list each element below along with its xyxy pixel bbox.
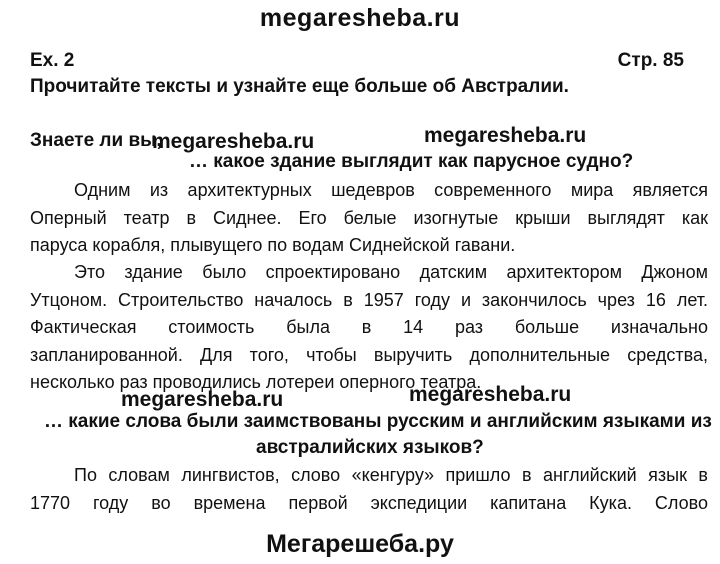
q1-p1-line-1: Одним из архитектурных шедевров современного мира является bbox=[74, 180, 708, 200]
q1-p2-line-4: запланированной. Для того, чтобы выручить дополнительные средства, bbox=[30, 344, 708, 365]
q1-p2-line-1: Это здание было спроектировано датским архитектором Джоном bbox=[74, 262, 708, 282]
question-2-title-line-2: австралийских языков? bbox=[256, 437, 484, 458]
q1-p2-line-5: несколько раз проводились лотереи оперного театра. bbox=[30, 372, 482, 392]
task-instruction: Прочитайте тексты и узнайте еще больше об Австралии. bbox=[30, 76, 569, 97]
q2-paragraph-1 bbox=[30, 462, 708, 517]
watermark-inline-4: megaresheba.ru bbox=[409, 383, 572, 406]
watermark-inline-3: megaresheba.ru bbox=[121, 388, 284, 411]
q1-paragraph-2 bbox=[30, 259, 708, 397]
page-number: Стр. 85 bbox=[617, 50, 684, 71]
watermark-inline-1: megaresheba.ru bbox=[152, 130, 315, 153]
q2-p1-line-1: По словам лингвистов, слово «кенгуру» пришло в английский язык в bbox=[74, 465, 708, 485]
question-2-title-line-1: … какие слова были заимствованы русским и английским языками из bbox=[44, 411, 712, 432]
q1-p2-line-3: Фактическая стоимость была в 14 раз больше изначально bbox=[30, 317, 708, 337]
q1-p2-line-2: Утцоном. Строительство началось в 1957 году и закончилось чрез 16 лет. bbox=[30, 289, 708, 310]
q1-paragraph-1 bbox=[30, 177, 708, 260]
section-intro: Знаете ли вы, bbox=[30, 130, 162, 151]
watermark-bottom: Мегарешеба.ру bbox=[266, 530, 454, 558]
exercise-number: Ex. 2 bbox=[30, 50, 75, 71]
watermark-top: megaresheba.ru bbox=[259, 4, 461, 32]
q1-p1-line-2: Оперный театр в Сиднее. Его белые изогнутые крыши выглядят как bbox=[30, 207, 708, 228]
watermark-inline-2: megaresheba.ru bbox=[424, 124, 587, 147]
q2-p1-line-2: 1770 году во времена первой экспедиции капитана Кука. Слово bbox=[30, 492, 708, 513]
q1-p1-line-3: паруса корабля, плывущего по водам Сиднейской гавани. bbox=[30, 235, 516, 255]
question-1-title: … какое здание выглядит как парусное судно? bbox=[189, 151, 634, 172]
